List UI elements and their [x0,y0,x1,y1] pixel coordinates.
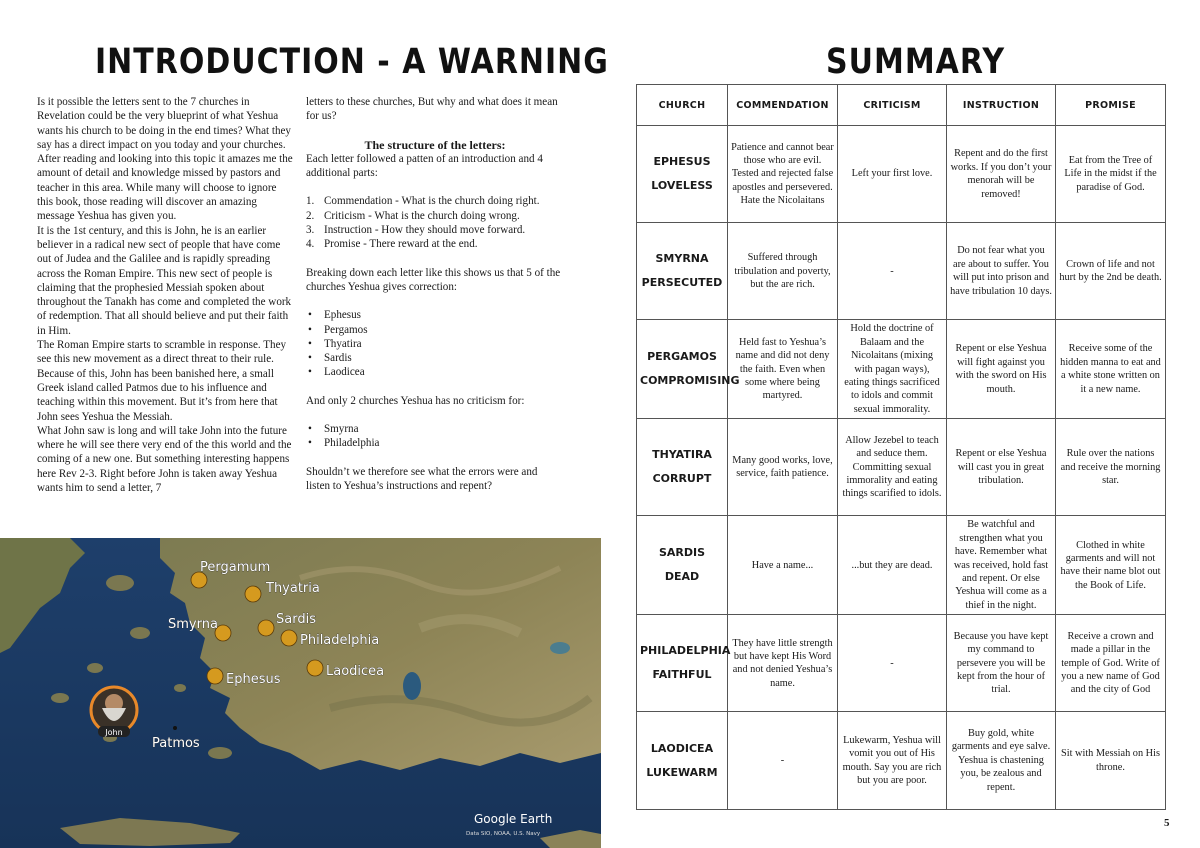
criticism-cell: Allow Jezebel to teach and seduce them. Committing sexual immorality and eating things scarified to idols. [838,419,947,516]
list-item: 4. Promise - There reward at the end. [306,238,478,251]
intro-column-1 [37,95,295,495]
instruction-cell: Be watchful and strengthen what you have. Remember what was received, hold fast and repent. Or else Yeshua will come as a thief in the night. [947,516,1056,615]
island [208,747,232,759]
commendation-cell: Have a name... [728,516,838,615]
map-label-patmos: Patmos [152,736,200,751]
intro-paragraph: The Roman Empire starts to scramble in response. They see this new movement as a direct threat to their rule. Because of this, John has been banished here, a small Greek island called Patmos due to his influence and teaching within this movement. But it’s from here that John sees Yeshua the Messiah. [37,339,287,423]
column-header: PROMISE [1056,85,1166,126]
map-label-sardis: Sardis [276,612,316,627]
closing-text: Shouldn’t we therefore see what the errors were and listen to Yeshua’s instructions and repent? [306,465,538,492]
page-number: 5 [1164,817,1170,829]
list-item: • Smyrna [308,423,359,436]
structure-text: Each letter followed a patten of an introduction and 4 additional parts: [306,152,543,180]
promise-cell: Rule over the nations and receive the morning star. [1056,419,1166,516]
list-item: • Sardis [308,352,352,365]
church-cell: THYATIRA CORRUPT [637,419,728,516]
menorah-marker [245,586,261,602]
map-label-smyrna: Smyrna [168,617,218,632]
commendation-cell: They have little strength but have kept His Word and not denied Yeshua’s name. [728,615,838,712]
intro-title: INTRODUCTION - A WARNING [95,42,609,83]
lake [403,672,421,700]
column-header: CHURCH [637,85,728,126]
promise-cell: Crown of life and not hurt by the 2nd be death. [1056,223,1166,320]
list-item: 2. Criticism - What is the church doing wrong. [306,209,520,222]
google-earth-watermark: Google Earth [474,812,553,826]
map-label-ephesus: Ephesus [226,672,281,687]
correction-text: Breaking down each letter like this shows us that 5 of the churches Yeshua gives correction: [306,266,561,293]
church-cell: PHILADELPHIA FAITHFUL [637,615,728,712]
promise-cell: Sit with Messiah on His throne. [1056,712,1166,809]
promise-cell: Eat from the Tree of Life in the midst if the paradise of God. [1056,126,1166,223]
church-cell: SMYRNA PERSECUTED [637,223,728,320]
john-label: John [105,728,123,737]
faithful-churches-list [306,422,564,451]
instruction-cell: Do not fear what you are about to suffer. You will put into prison and have tribulation 10 days. [947,223,1056,320]
summary-title: SUMMARY [826,42,1006,83]
summary-table [636,84,1166,810]
promise-cell: Receive some of the hidden manna to eat and a white stone written on it a new name. [1056,320,1166,419]
list-item: • Laodicea [308,366,365,379]
promise-cell: Receive a crown and made a pillar in the temple of God. Write of you a new name of God and the city of God [1056,615,1166,712]
church-cell: PERGAMOS COMPROMISING [637,320,728,419]
intro-paragraph: What John saw is long and will take John into the future where he will see there very end of the this world and the coming of a new one. But something interesting happens here Rev 2-3. Right before John is taken away Yeshua wants him to send a letter, 7 [37,424,292,495]
table-header-row [637,85,1166,126]
list-item: • Thyatira [308,337,362,350]
island [130,627,150,639]
menorah-marker [207,668,223,684]
church-cell: SARDIS DEAD [637,516,728,615]
table-row [637,320,1166,419]
commendation-cell: Suffered through tribulation and poverty, but the are rich. [728,223,838,320]
island [87,663,103,673]
instruction-cell: Repent or else Yeshua will fight against you with the sword on His mouth. [947,320,1056,419]
list-item: 3. Instruction - How they should move forward. [306,224,526,237]
church-cell: LAODICEA LUKEWARM [637,712,728,809]
criticism-cell: Lukewarm, Yeshua will vomit you out of His mouth. Say you are rich but you are poor. [838,712,947,809]
intro-paragraph: It is the 1st century, and this is John, he is an earlier believer in a radical new sect of people that have come out of Judea and the Galilee and is rapidly spreading across the Roman Empire. This new sect of people is claiming that the prophesied Messiah spoken about throughout the Tanakh has come and completed the work of redemption. That all should believe and put their faith in Him. [37,224,292,337]
intro-paragraph: letters to these churches, But why and what does it mean for us? [306,96,558,123]
criticism-cell: ...but they are dead. [838,516,947,615]
menorah-marker [307,660,323,676]
commendation-cell: Patience and cannot bear those who are evil. Tested and rejected false apostles and persevered. Hate the Nicolaitans [728,126,838,223]
commendation-cell: Many good works, love, service, faith patience. [728,419,838,516]
column-header: INSTRUCTION [947,85,1056,126]
structure-heading: The structure of the letters: [364,137,506,152]
church-cell: EPHESUS LOVELESS [637,126,728,223]
list-item: • Philadelphia [308,437,380,450]
instruction-cell: Repent and do the first works. If you don’t your menorah will be removed! [947,126,1056,223]
island [51,693,69,703]
intro-paragraph: Is it possible the letters sent to the 7 churches in Revelation could be the very blueprint of what Yeshua wants his church to be doing in the end times? What they say has a direct impact on you today and your churches. After reading and looking into this topic it amazes me the amount of detail and knowledge missed by pastors and teacher in this area. While many will choose to ignore this book, those reading will discover an amazing message Yeshua has given you. [37,96,293,223]
criticism-cell: Left your first love. [838,126,947,223]
table-row [637,615,1166,712]
commendation-cell: - [728,712,838,809]
instruction-cell: Because you have kept my command to persevere you will be kept from the hour of trial. [947,615,1056,712]
menorah-marker [258,620,274,636]
table-row [637,712,1166,809]
churches-map [0,538,601,848]
lake [550,642,570,654]
table-row [637,516,1166,615]
map-label-laodicea: Laodicea [326,664,385,679]
column-header: COMMENDATION [728,85,838,126]
map-label-pergamum: Pergamum [200,560,271,575]
map-credit: Data SIO, NOAA, U.S. Navy [466,831,541,837]
map-label-philadelphia: Philadelphia [300,633,380,648]
table-row [637,419,1166,516]
criticism-cell: Hold the doctrine of Balaam and the Nicolaitans (mixing with pagan ways), eating things sacrificed to idols and commit sexual immorality. [838,320,947,419]
criticism-cell: - [838,615,947,712]
list-item: • Pergamos [308,323,368,336]
menorah-marker [281,630,297,646]
instruction-cell: Buy gold, white garments and eye salve. Yeshua is chastening you, be zealous and repent. [947,712,1056,809]
island [106,575,134,591]
list-item: 1. Commendation - What is the church doing right. [306,195,540,208]
commendation-cell: Held fast to Yeshua’s name and did not deny the faith. Even when some where being martyred. [728,320,838,419]
parts-list [306,194,564,251]
corrected-churches-list [306,308,564,379]
criticism-cell: - [838,223,947,320]
no-criticism-text: And only 2 churches Yeshua has no criticism for: [306,394,525,407]
island [174,684,186,692]
instruction-cell: Repent or else Yeshua will cast you in great tribulation. [947,419,1056,516]
column-header: CRITICISM [838,85,947,126]
list-item: • Ephesus [308,309,361,322]
map-label-thyatria: Thyatria [266,581,320,596]
promise-cell: Clothed in white garments and will not have their name blot out the Book of Life. [1056,516,1166,615]
table-row [637,126,1166,223]
table-row [637,223,1166,320]
intro-column-2 [306,95,564,493]
